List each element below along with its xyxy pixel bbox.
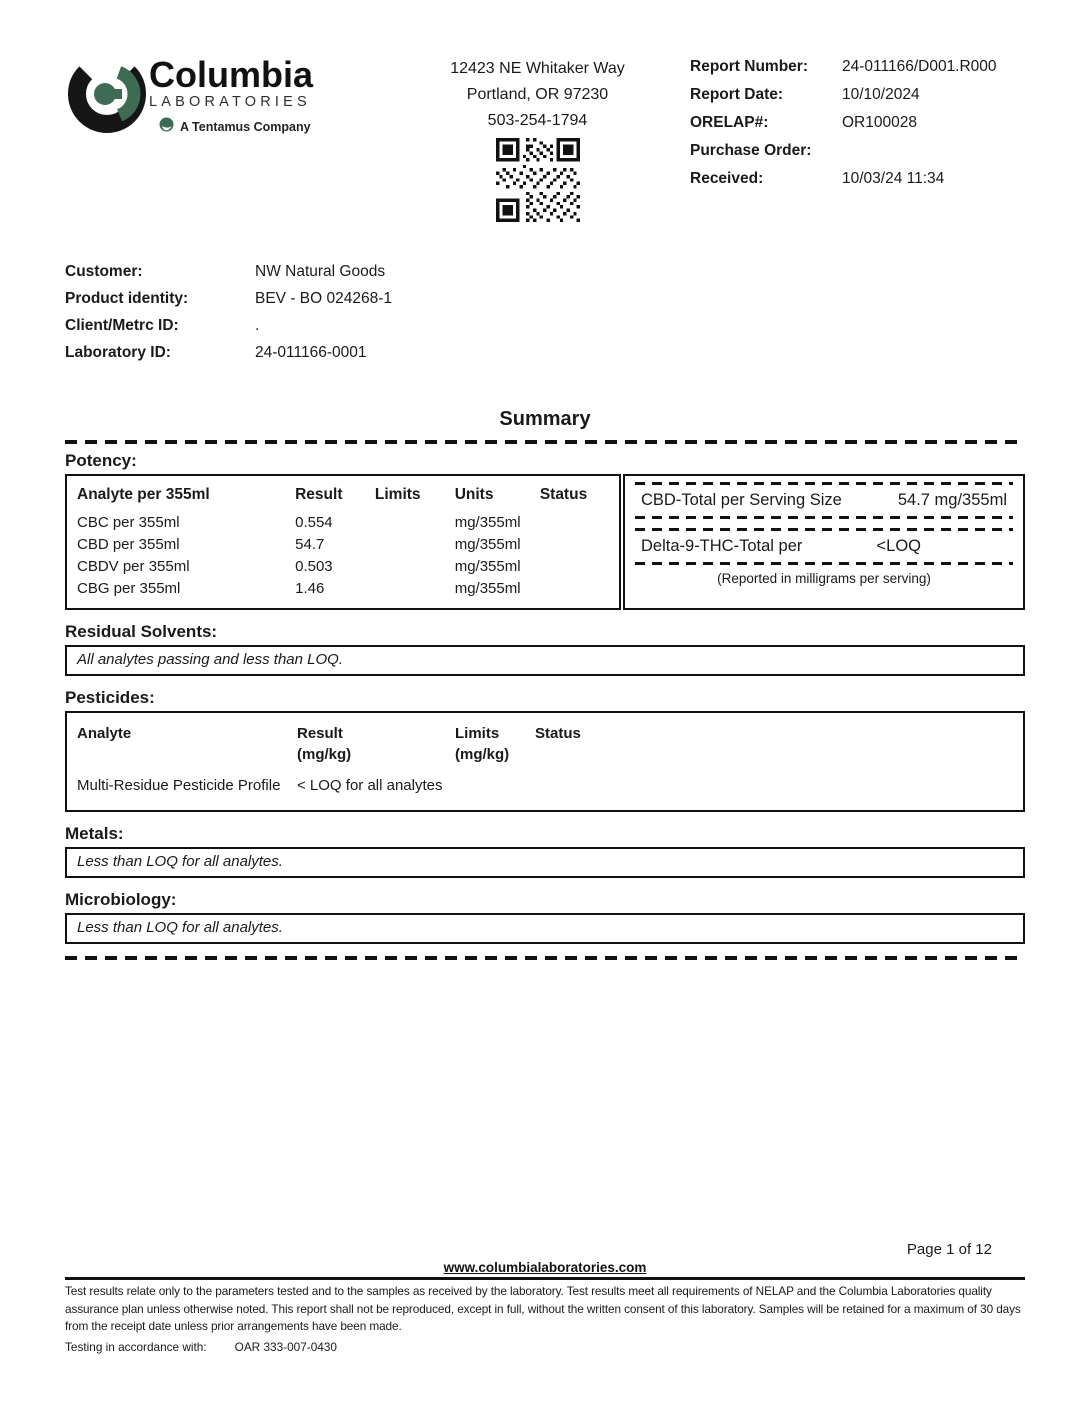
report-info-row <box>690 114 1025 132</box>
potency-section <box>65 474 1025 610</box>
columbia-logo-icon <box>65 50 153 143</box>
potency-heading: Potency: <box>65 450 137 470</box>
lab-address-block <box>410 50 665 231</box>
footer-rule <box>65 1259 1025 1280</box>
potency-table <box>65 474 621 610</box>
col-header-limits: Limits <box>374 485 421 503</box>
thc-total-value: <LOQ <box>876 536 921 555</box>
report-info-value: 10/10/2024 <box>842 86 920 103</box>
customer-info-row <box>65 317 1025 335</box>
logo-block <box>65 50 410 143</box>
customer-info-label: Customer: <box>65 262 143 280</box>
table-row <box>77 534 609 556</box>
cell-units: mg/355ml <box>454 580 521 598</box>
table-row <box>77 512 609 534</box>
customer-info-row <box>65 263 1025 281</box>
accordance-row <box>65 1340 1025 1354</box>
cell-result: 1.46 <box>295 580 325 598</box>
disclaimer-text: Test results relate only to the parameters tested and to the samples as received by the laboratory. Test results meet all requirements of NELAP and the Columbia Laboratories quality assurance plan unless otherwise noted. This report shall not be reproduced, except in full, without the written consent of this laboratory. Samples will be retained for a maximum of 30 days from the receipt date unless prior arrangements have been made. <box>65 1283 1021 1334</box>
brand-subtitle: LABORATORIES <box>149 94 311 111</box>
cell-result: 0.554 <box>295 514 333 532</box>
potency-totals-panel <box>623 474 1025 610</box>
cell-status <box>535 777 1013 794</box>
summary-title: Summary <box>499 407 591 430</box>
cell-units: mg/355ml <box>454 536 521 554</box>
pesticides-heading: Pesticides: <box>65 687 155 707</box>
report-header <box>65 50 1025 231</box>
totals-caption: (Reported in milligrams per serving) <box>717 570 931 586</box>
thc-total-label: Delta-9-THC-Total per <box>641 536 803 555</box>
report-info-value: 10/03/24 11:34 <box>842 170 945 187</box>
customer-info-label: Laboratory ID: <box>65 343 171 361</box>
cbd-total-row <box>635 482 1013 519</box>
col-header-analyte: Analyte per 355ml <box>77 485 210 503</box>
report-info-label: Report Number: <box>690 58 808 75</box>
report-info-value: OR100028 <box>842 114 917 131</box>
cbd-total-label: CBD-Total per Serving Size <box>641 490 842 509</box>
accordance-label: Testing in accordance with: <box>65 1340 207 1354</box>
report-info-value: 24-011166/D001.R000 <box>842 58 997 75</box>
customer-info-label: Product identity: <box>65 289 189 307</box>
customer-info-row <box>65 344 1025 362</box>
report-info-row <box>690 58 1025 76</box>
report-footer <box>65 1241 1025 1354</box>
cbd-total-value: 54.7 mg/355ml <box>897 490 1007 509</box>
cell-units: mg/355ml <box>454 514 521 532</box>
table-row <box>77 578 609 600</box>
brand-name: Columbia <box>149 53 314 95</box>
dashed-divider <box>65 956 1025 960</box>
metals-note: Less than LOQ for all analytes. <box>65 847 1025 878</box>
customer-info-value: BEV - BO 024268-1 <box>255 289 392 307</box>
cell-units: mg/355ml <box>454 558 521 576</box>
col-header-analyte: Analyte <box>77 724 132 742</box>
cell-result: 54.7 <box>295 536 325 554</box>
report-info-row <box>690 142 1025 160</box>
address-line: Portland, OR 97230 <box>466 85 609 103</box>
thc-total-row <box>635 528 1013 565</box>
cell-result: 0.503 <box>295 558 333 576</box>
customer-info-value: NW Natural Goods <box>255 262 386 280</box>
pesticides-header-row <box>77 723 1013 765</box>
table-row <box>77 556 609 578</box>
residual-solvents-note: All analytes passing and less than LOQ. <box>65 645 1025 676</box>
cell-limits <box>375 512 455 534</box>
pesticides-table <box>65 711 1025 812</box>
cell-limits <box>375 556 455 578</box>
page-number: Page 1 of 12 <box>906 1241 992 1259</box>
cell-status <box>540 512 609 534</box>
report-info-label: Received: <box>690 170 764 187</box>
tentamus-icon <box>159 117 174 137</box>
table-row <box>77 777 1013 794</box>
customer-info-value: . <box>255 316 260 334</box>
cell-analyte: CBDV per 355ml <box>77 558 190 576</box>
metals-heading: Metals: <box>65 823 124 843</box>
cell-status <box>540 534 609 556</box>
potency-header-row <box>77 484 609 512</box>
col-header-result: Result (mg/kg) <box>297 724 352 763</box>
cell-status <box>540 578 609 600</box>
dashed-divider <box>65 440 1025 444</box>
brand-tagline: A Tentamus Company <box>180 120 311 135</box>
report-info-row <box>690 170 1025 188</box>
cell-analyte: Multi-Residue Pesticide Profile <box>77 776 281 794</box>
customer-info-row <box>65 290 1025 308</box>
qr-code <box>410 138 665 231</box>
customer-info-value: 24-011166-0001 <box>255 343 367 361</box>
microbiology-heading: Microbiology: <box>65 889 177 909</box>
col-header-result: Result <box>295 485 343 503</box>
cell-status <box>540 556 609 578</box>
report-info-row <box>690 86 1025 104</box>
col-header-units: Units <box>454 485 494 503</box>
accordance-value: OAR 333-007-0430 <box>234 1340 337 1354</box>
col-header-limits: Limits (mg/kg) <box>455 724 510 763</box>
report-info-label: Report Date: <box>690 86 784 103</box>
residual-solvents-heading: Residual Solvents: <box>65 621 218 641</box>
customer-info-block <box>65 263 1025 362</box>
cell-limits <box>375 578 455 600</box>
website-link[interactable]: www.columbialaboratories.com <box>443 1260 647 1276</box>
report-info-label: ORELAP#: <box>690 114 769 131</box>
customer-info-label: Client/Metrc ID: <box>65 316 179 334</box>
col-header-status: Status <box>535 724 581 742</box>
cell-result: < LOQ for all analytes <box>297 776 443 794</box>
report-info-block <box>690 50 1025 198</box>
microbiology-note: Less than LOQ for all analytes. <box>65 913 1025 944</box>
cell-analyte: CBG per 355ml <box>77 580 181 598</box>
cell-limits <box>455 777 535 794</box>
report-info-label: Purchase Order: <box>690 142 812 159</box>
cell-analyte: CBD per 355ml <box>77 536 180 554</box>
col-header-status: Status <box>539 485 588 503</box>
address-line: 503-254-1794 <box>487 111 588 129</box>
address-line: 12423 NE Whitaker Way <box>450 60 625 77</box>
cell-analyte: CBC per 355ml <box>77 514 180 532</box>
cell-limits <box>375 534 455 556</box>
